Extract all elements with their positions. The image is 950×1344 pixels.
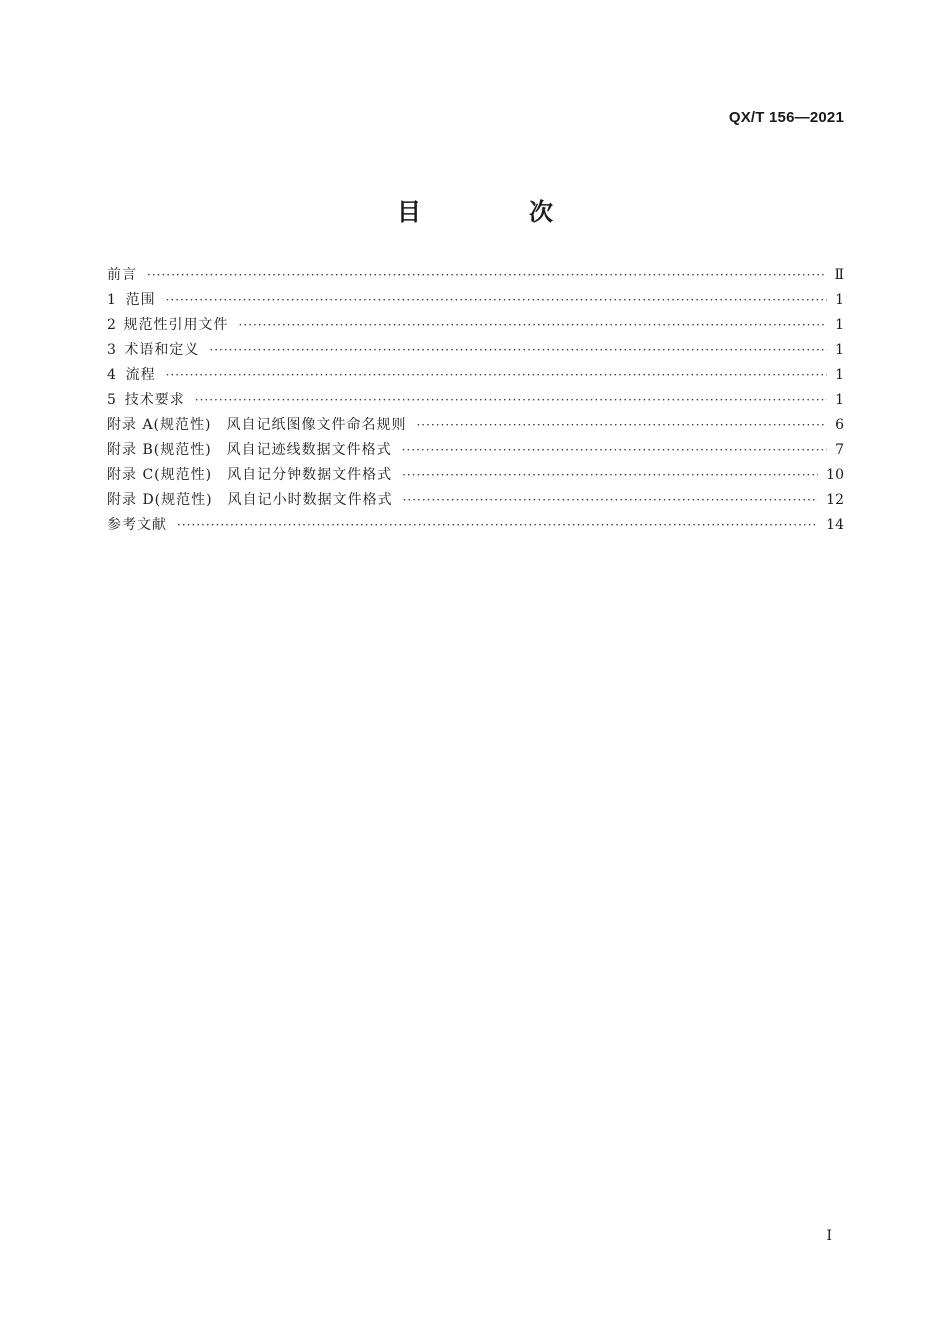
toc-entry-title: 附录 C(规范性) 风自记分钟数据文件格式: [107, 467, 393, 483]
toc-entry-number: 1: [107, 292, 116, 308]
toc-leader-dots: [147, 263, 826, 288]
toc-leader-dots: [402, 438, 827, 463]
table-of-contents: [107, 263, 844, 538]
toc-entry-page: 10: [826, 467, 844, 483]
toc-entry-page: 1: [835, 317, 844, 333]
toc-entry-page: 7: [835, 442, 844, 458]
toc-leader-dots: [239, 313, 828, 338]
toc-entry-title: 术语和定义: [124, 342, 200, 358]
toc-entry-number: 5: [107, 392, 116, 408]
toc-entry-title: 参考文献: [107, 517, 167, 533]
toc-leader-dots: [209, 338, 827, 363]
toc-entry-number: 2: [107, 317, 116, 333]
toc-entry-page: 1: [835, 367, 844, 383]
toc-leader-dots: [402, 463, 818, 488]
toc-entry-title: 范围: [125, 292, 156, 308]
toc-leader-dots: [177, 513, 818, 538]
toc-entry-title: 附录 B(规范性) 风自记迹线数据文件格式: [107, 442, 392, 458]
page-number: I: [826, 1228, 832, 1244]
toc-entry-number: 4: [107, 367, 116, 383]
toc-leader-dots: [166, 363, 827, 388]
toc-entry-appendix-c[interactable]: [107, 463, 844, 488]
toc-entry-appendix-b[interactable]: [107, 438, 844, 463]
toc-entry-number: 3: [107, 342, 116, 358]
toc-entry-foreword[interactable]: [107, 263, 844, 288]
toc-entry-normative-references[interactable]: [107, 313, 844, 338]
toc-entry-page: 1: [835, 292, 844, 308]
toc-leader-dots: [416, 413, 827, 438]
toc-entry-scope[interactable]: [107, 288, 844, 313]
standard-code: QX/T 156—2021: [728, 109, 844, 126]
toc-leader-dots: [166, 288, 827, 313]
toc-entry-title: 前言: [107, 267, 137, 283]
toc-entry-process[interactable]: [107, 363, 844, 388]
toc-entry-title: 技术要求: [124, 392, 185, 408]
toc-entry-page: Ⅱ: [834, 267, 844, 283]
toc-entry-appendix-a[interactable]: [107, 413, 844, 438]
page-title: 目 次: [397, 198, 595, 226]
toc-leader-dots: [403, 488, 819, 513]
toc-entry-title: 附录 D(规范性) 风自记小时数据文件格式: [107, 492, 393, 508]
toc-entry-title: 附录 A(规范性) 风自记纸图像文件命名规则: [107, 417, 407, 433]
toc-entry-page: 1: [835, 392, 844, 408]
toc-entry-page: 1: [835, 342, 844, 358]
toc-entry-technical-requirements[interactable]: [107, 388, 844, 413]
toc-entry-page: 14: [826, 517, 844, 533]
toc-entry-appendix-d[interactable]: [107, 488, 844, 513]
toc-entry-title: 规范性引用文件: [123, 317, 229, 333]
toc-entry-bibliography[interactable]: [107, 513, 844, 538]
toc-leader-dots: [195, 388, 827, 413]
toc-entry-page: 12: [826, 492, 844, 508]
toc-entry-page: 6: [835, 417, 844, 433]
toc-entry-terms-definitions[interactable]: [107, 338, 844, 363]
toc-entry-title: 流程: [125, 367, 156, 383]
